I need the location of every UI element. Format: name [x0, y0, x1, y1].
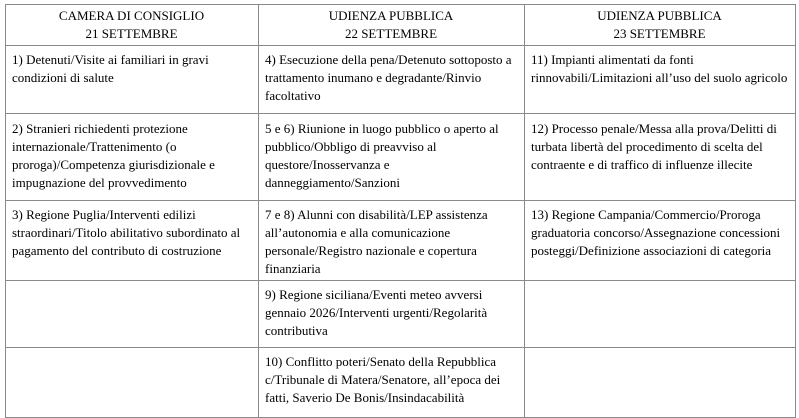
table-cell: 5 e 6) Riunione in luogo pubblico o aperto al pubblico/Obbligo di preavviso al questore/Inosservanza e danneggiamento/Sanzioni [259, 114, 525, 201]
column-title: CAMERA DI CONSIGLIO [58, 8, 205, 23]
column-title: UDIENZA PUBBLICA [328, 8, 454, 23]
table-cell: 12) Processo penale/Messa alla prova/Delitti di turbata libertà del procedimento di scelta del contraente e di traffico di influenze illecite [525, 114, 796, 201]
table-row [6, 201, 796, 281]
column-date: 23 SETTEMBRE [613, 26, 706, 41]
table-cell [6, 281, 259, 348]
table-cell [525, 281, 796, 348]
table-cell: 7 e 8) Alunni con disabilità/LEP assistenza all’autonomia e alla comunicazione personale/Registro nazionale e copertura finanziaria [259, 201, 525, 281]
table-cell: 9) Regione siciliana/Eventi meteo avversi gennaio 2026/Interventi urgenti/Regolarità contributiva [259, 281, 525, 348]
schedule-table [5, 4, 796, 418]
table-cell: 2) Stranieri richiedenti protezione internazionale/Trattenimento (o proroga)/Competenza giurisdizionale e impugnazione del provvedimento [6, 114, 259, 201]
table-row [6, 348, 796, 418]
table-row [6, 281, 796, 348]
table-cell: 3) Regione Puglia/Interventi edilizi straordinari/Titolo abilitativo subordinato al pagamento del contributo di costruzione [6, 201, 259, 281]
table-cell: 1) Detenuti/Visite ai familiari in gravi condizioni di salute [6, 46, 259, 114]
table-cell [525, 348, 796, 418]
table-cell: 11) Impianti alimentati da fonti rinnovabili/Limitazioni all’uso del suolo agricolo [525, 46, 796, 114]
table-row [6, 114, 796, 201]
header-cell [525, 5, 796, 46]
table-cell: 13) Regione Campania/Commercio/Proroga graduatoria concorso/Assegnazione concessioni posteggi/Definizione associazioni di categoria [525, 201, 796, 281]
header-row [6, 5, 796, 46]
hearing-schedule [5, 4, 796, 418]
header-cell [259, 5, 525, 46]
column-title: UDIENZA PUBBLICA [597, 8, 722, 23]
table-cell: 10) Conflitto poteri/Senato della Repubblica c/Tribunale di Matera/Senatore, all’epoca dei fatti, Saverio De Bonis/Insindacabilità [259, 348, 525, 418]
table-row [6, 46, 796, 114]
column-date: 22 SETTEMBRE [344, 26, 438, 41]
header-cell [6, 5, 259, 46]
table-cell [6, 348, 259, 418]
column-date: 21 SETTEMBRE [85, 26, 178, 41]
table-cell: 4) Esecuzione della pena/Detenuto sottoposto a trattamento inumano e degradante/Rinvio facoltativo [259, 46, 525, 114]
